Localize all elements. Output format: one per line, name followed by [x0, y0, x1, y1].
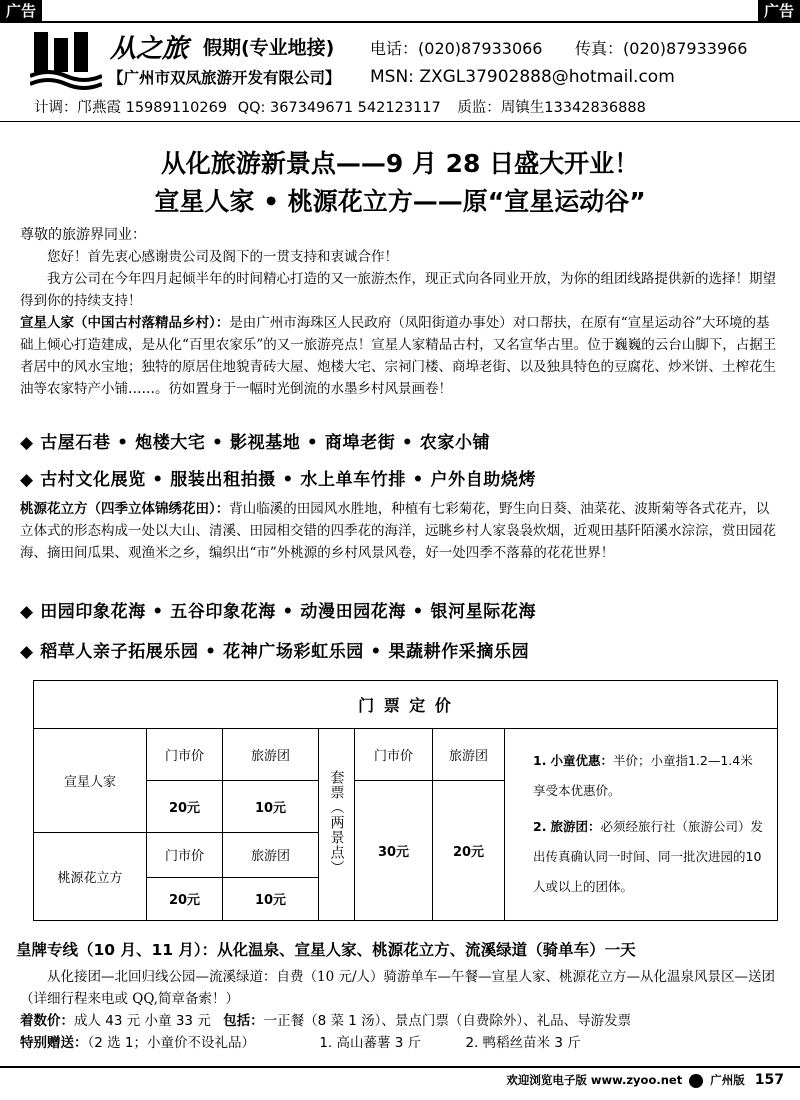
route-include-label: 包括：: [223, 1013, 264, 1029]
col-group-pkg: 旅游团: [433, 728, 505, 780]
msn-label: MSN:: [370, 67, 414, 87]
note-1-title: 小童优惠：: [550, 753, 613, 769]
col-gate-pkg: 门市价: [355, 728, 433, 780]
row-name-taoyuan: 桃源花立方: [34, 832, 147, 920]
col-group-1: 旅游团: [223, 728, 319, 780]
route-text: 从化接团—北回归线公园—流溪绿道：自费（10 元/人）骑游单车—午餐—宣星人家、桃源花立方—从化温泉风景区—送团（详细行程来电或 QQ,简章备索！）: [20, 969, 776, 1007]
fax-label: 传真：: [575, 39, 624, 58]
col-gate-1: 门市价: [147, 728, 223, 780]
feature-line-3: ◆ 田园印象花海 • 五谷印象花海 • 动漫田园花海 • 银河星际花海: [20, 602, 537, 622]
note-2-num: 2.: [533, 819, 547, 835]
col-group-2: 旅游团: [223, 832, 319, 877]
package-label: 套票（两景点）: [328, 769, 345, 875]
xuanxing-paragraph: [20, 312, 780, 400]
intro-paragraph-1: 您好！首先衷心感谢贵公司及阁下的一贯支持和衷诚合作！: [47, 249, 398, 265]
route-price: 成人 43 元 小童 33 元: [74, 1013, 211, 1029]
taoyuan-paragraph: [20, 498, 780, 564]
taoyuan-gate-price: 20元: [147, 877, 223, 920]
note-1: [533, 746, 763, 806]
feature-line-1: ◆ 古屋石巷 • 炮楼大宅 • 影视基地 • 商埠老街 • 农家小铺: [20, 433, 491, 453]
company-name: 【广州市双凤旅游开发有限公司】: [108, 69, 341, 87]
taoyuan-section: [20, 498, 780, 564]
salutation: 尊敬的旅游界同业：: [20, 227, 146, 243]
package-label-cell: [319, 728, 355, 920]
brand-suffix: 假期(专业地接): [203, 37, 335, 59]
route-gift-line: [20, 1032, 780, 1054]
phone-info: [370, 36, 542, 59]
fax-info: [575, 36, 747, 59]
taoyuan-heading: 桃源花立方（四季立体锦绣花田）：: [20, 501, 230, 517]
page-number: 157: [754, 1072, 784, 1088]
xuanxing-group-price: 10元: [223, 781, 319, 833]
xuanxing-gate-price: 20元: [147, 781, 223, 833]
contact-line: [34, 96, 646, 117]
route-gift-1: 1. 高山蕃薯 3 斤: [319, 1035, 422, 1051]
page-footer: [506, 1072, 784, 1088]
route-heading: 皇牌专线（10 月、11 月）：从化温泉、宣星人家、桃源花立方、流溪绿道（骑单车）一天: [16, 941, 636, 959]
note-1-text: 半价；小童指1.2—1.4米享受本优惠价。: [533, 753, 753, 799]
route-price-line: [20, 1010, 780, 1032]
price-table-title: 门 票 定 价: [34, 681, 778, 729]
ticket-price-table: [33, 680, 778, 921]
footer-text: 欢迎浏览电子版 www.zyoo.net: [506, 1073, 683, 1087]
feature-line-2: ◆ 古村文化展览 • 服装出租拍摄 • 水上单车竹排 • 户外自助烧烤: [20, 470, 537, 490]
sub-title: 宣星人家 • 桃源花立方——原“宣星运动谷”: [154, 187, 646, 216]
header-divider: [0, 121, 800, 122]
package-group-price: 20元: [433, 781, 505, 921]
msn-info: [370, 67, 675, 87]
ad-tag-right: 广告: [758, 0, 800, 22]
route-price-label: 着数价：: [20, 1013, 74, 1029]
phone-number: (020)87933066: [418, 39, 543, 58]
note-2-title: 旅游团：: [550, 819, 601, 835]
note-2-text: 必须经旅行社（旅游公司）发出传真确认同一时间、同一批次进园的10人或以上的团体。: [533, 819, 763, 895]
route-gift-label: 特别赠送：: [20, 1035, 88, 1051]
quality-label: 质监：: [457, 100, 501, 116]
footer-rule: [0, 1066, 800, 1068]
package-gate-price: 30元: [355, 781, 433, 921]
qq-numbers: 367349671 542123117: [270, 100, 441, 116]
row-name-xuanxing: 宣星人家: [34, 728, 147, 832]
fax-number: (020)87933966: [623, 39, 748, 58]
taoyuan-text: 背山临溪的田园风水胜地，种植有七彩菊花，野生向日葵、油菜花、波斯菊等各式花卉，以立体式的形态构成一处以大山、清溪、田园相交错的四季花的海洋，远眺乡村人家袅袅炊烟，近观田基阡陌溪水淙淙，赏田园花海、摘田间瓜果、观渔米之乡，编织出“市”外桃源的乡村风景风卷，好一处四季不落幕的花花世界！: [20, 501, 776, 561]
col-gate-2: 门市价: [147, 832, 223, 877]
taoyuan-group-price: 10元: [223, 877, 319, 920]
planner-label: 计调：: [34, 100, 78, 116]
main-title: 从化旅游新景点——9 月 28 日盛大开业！: [160, 149, 640, 178]
route-section: [20, 966, 780, 1054]
intro-section: [20, 224, 780, 400]
feature-line-4: ◆ 稻草人亲子拓展乐园 • 花神广场彩虹乐园 • 果蔬耕作采摘乐园: [20, 642, 530, 662]
route-include: 一正餐（8 菜 1 汤）、景点门票（自费除外）、礼品、导游发票: [263, 1013, 632, 1029]
note-2: [533, 812, 763, 902]
company-logo: [30, 28, 102, 92]
xuanxing-heading: 宣星人家（中国古村落精品乡村）：: [20, 315, 230, 331]
top-rule: [0, 21, 800, 23]
qq-label: QQ:: [237, 100, 266, 116]
route-gift-2: 2. 鸭稻丝苗米 3 斤: [465, 1035, 581, 1051]
xuanxing-text: 是由广州市海珠区人民政府（凤阳街道办事处）对口帮扶，在原有“宣星运动谷”大环境的基础上倾心打造建成，是从化“百里农家乐”的又一旅游亮点！宣星人家精品古村，又名宣华古里。位于巍巍的云台山脚下，占据王者居中的风水宝地；独特的原居住地貌青砖大屋、炮楼大宅、宗祠门楼、商埠老街、以及独具特色的豆腐花、炒米饼、土榨花生油等农家特产小铺……。彷如置身于一幅时光倒流的水墨乡村风景画卷！: [20, 315, 777, 397]
ad-tag-left: 广告: [0, 0, 42, 22]
footer-edition: 广州版: [710, 1073, 745, 1087]
footer-logo-icon: [689, 1074, 703, 1088]
phone-label: 电话：: [370, 39, 419, 58]
price-notes: [505, 728, 778, 920]
brand-name: 从之旅: [110, 34, 189, 64]
planner-contact: 邝燕霞 15989110269: [77, 100, 228, 116]
msn-address: ZXGL37902888@hotmail.com: [419, 67, 675, 87]
note-1-num: 1.: [533, 753, 547, 769]
quality-contact: 周镇生13342836888: [500, 100, 646, 116]
intro-paragraph-2: 我方公司在今年四月起倾半年的时间精心打造的又一旅游杰作，现正式向各同业开放，为你的组团线路提供新的选择！期望得到你的持续支持！: [20, 271, 776, 309]
route-gift: （2 选 1；小童价不设礼品）: [87, 1035, 256, 1051]
